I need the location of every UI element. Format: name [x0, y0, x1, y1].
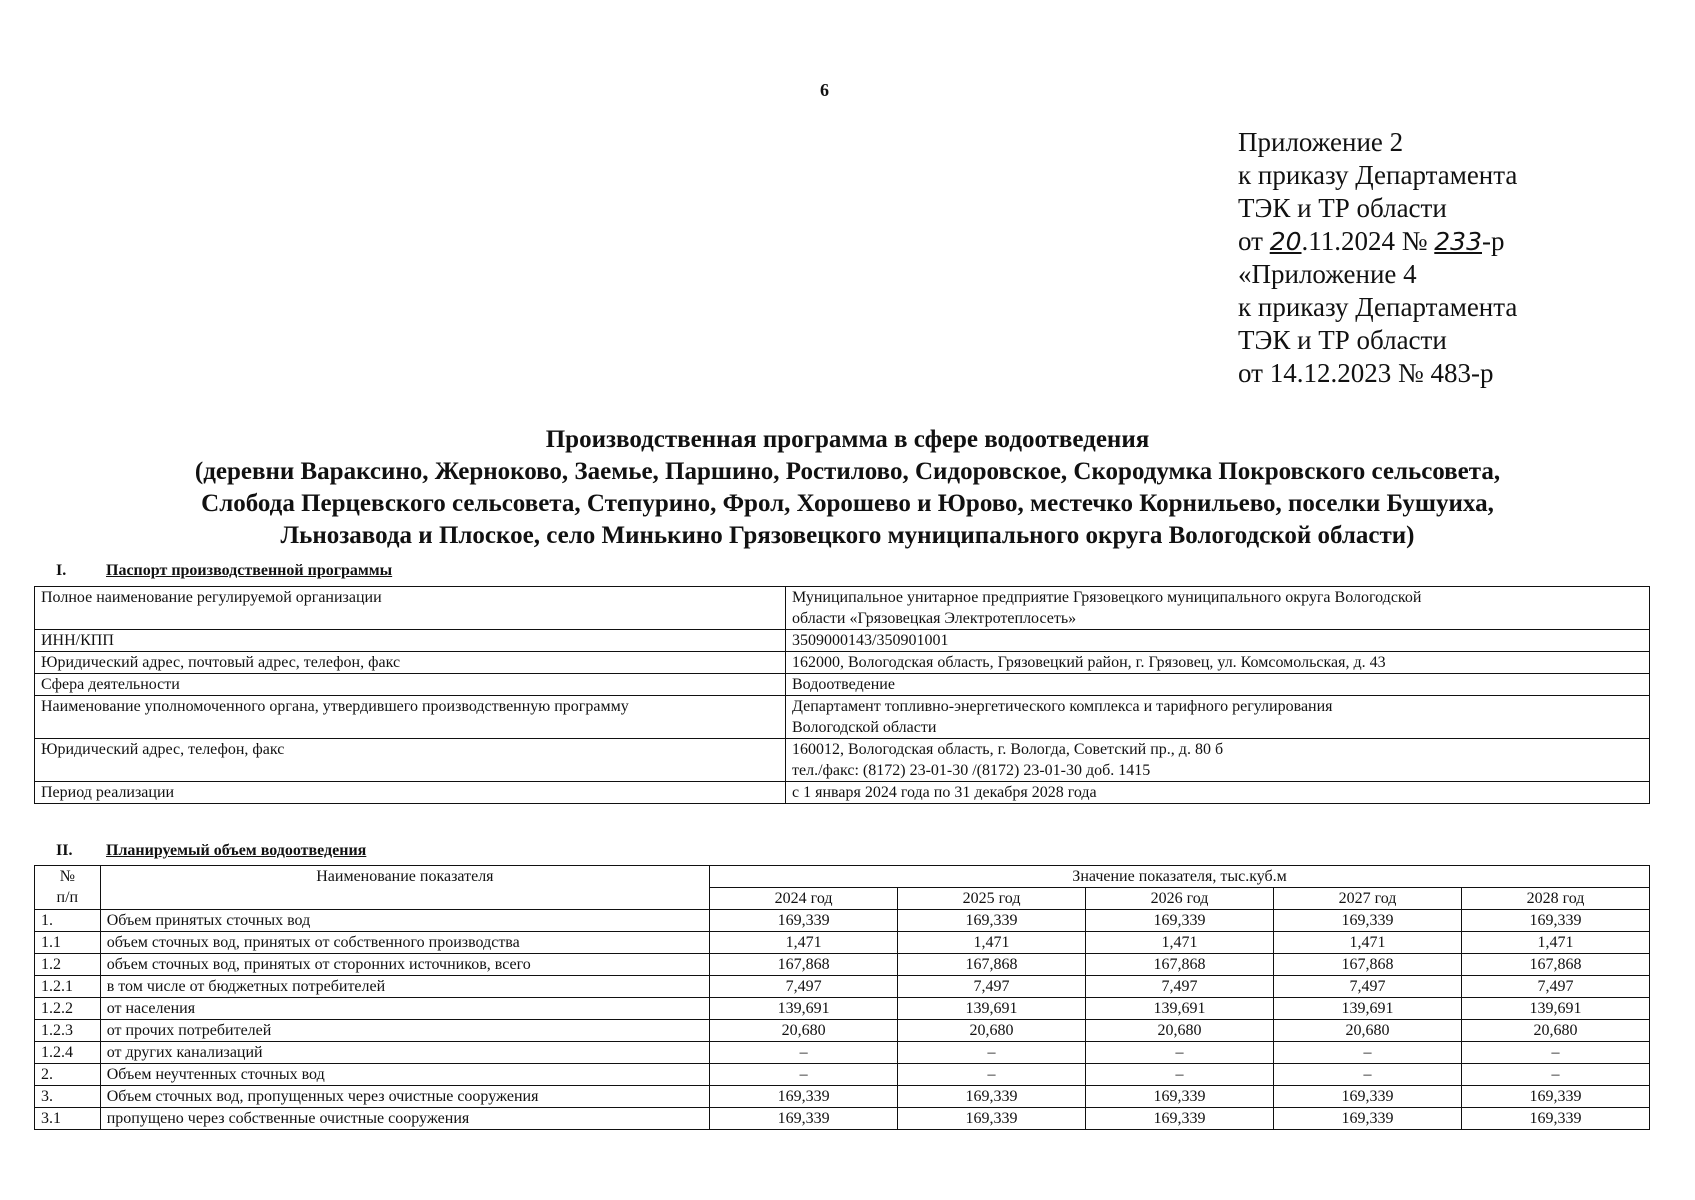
row-value: –: [1461, 1064, 1649, 1086]
appendix-line: ТЭК и ТР области: [1238, 325, 1447, 355]
row-value: 169,339: [1461, 1108, 1649, 1130]
appendix-line: Приложение 2: [1238, 127, 1404, 157]
row-value: 7,497: [1274, 976, 1462, 998]
row-number: 2.: [35, 1064, 101, 1086]
row-number: 1.1: [35, 932, 101, 954]
row-indicator-name: Объем сточных вод, пропущенных через очистные сооружения: [100, 1086, 709, 1108]
title-subtitle-line: (деревни Вараксино, Жерноково, Заемье, Паршино, Ростилово, Сидоровское, Скородумка Покровского сельсовета,: [194, 458, 1501, 485]
volume-table: [34, 865, 1650, 1130]
header-indicator-value: Значение показателя, тыс.куб.м: [710, 866, 1650, 888]
row-indicator-name: объем сточных вод, принятых от сторонних источников, всего: [100, 954, 709, 976]
table-row: [35, 910, 1650, 932]
passport-label: Сфера деятельности: [35, 674, 786, 696]
row-value: 169,339: [1461, 1086, 1649, 1108]
passport-label: Наименование уполномоченного органа, утвердившего производственную программу: [35, 696, 786, 739]
row-value: 167,868: [898, 954, 1086, 976]
row-value: 20,680: [898, 1020, 1086, 1042]
table-row: [35, 932, 1650, 954]
passport-value: [786, 652, 1650, 674]
row-value: 20,680: [1274, 1020, 1462, 1042]
row-value: 169,339: [1274, 1086, 1462, 1108]
row-value: 169,339: [1461, 910, 1649, 932]
row-value: 169,339: [1274, 1108, 1462, 1130]
header-year: 2028 год: [1461, 888, 1649, 910]
row-value: –: [1086, 1042, 1274, 1064]
row-value: 20,680: [1086, 1020, 1274, 1042]
row-value: 167,868: [1461, 954, 1649, 976]
row-indicator-name: Объем неучтенных сточных вод: [100, 1064, 709, 1086]
row-value: 169,339: [898, 910, 1086, 932]
row-number: 3.: [35, 1086, 101, 1108]
title-subtitle-line: Слобода Перцевского сельсовета, Степурино, Фрол, Хорошево и Юрово, местечко Корнильево, поселки Бушуиха,: [201, 490, 1494, 517]
row-value: –: [1274, 1042, 1462, 1064]
row-value: 169,339: [710, 1086, 898, 1108]
title-subtitle-line: Льнозавода и Плоское, село Минькино Грязовецкого муниципального округа Вологодской области): [280, 522, 1415, 549]
row-value: –: [710, 1042, 898, 1064]
header-number: [35, 866, 101, 910]
row-value: 169,339: [1274, 910, 1462, 932]
row-indicator-name: объем сточных вод, принятых от собственного производства: [100, 932, 709, 954]
section-2-heading: [56, 842, 366, 860]
header-year: 2027 год: [1274, 888, 1462, 910]
row-value: –: [1461, 1042, 1649, 1064]
appendix-line: ТЭК и ТР области: [1238, 193, 1447, 223]
row-value: 169,339: [898, 1108, 1086, 1130]
section-2-number: II.: [56, 842, 73, 859]
row-value: 169,339: [1086, 1086, 1274, 1108]
row-value: 139,691: [1461, 998, 1649, 1020]
passport-value-line: 3509000143/350901001: [792, 632, 949, 649]
row-indicator-name: от других канализаций: [100, 1042, 709, 1064]
row-value: 7,497: [1461, 976, 1649, 998]
passport-row: [35, 630, 1650, 652]
table-row: [35, 976, 1650, 998]
row-value: 167,868: [1086, 954, 1274, 976]
row-value: 139,691: [1086, 998, 1274, 1020]
passport-row: [35, 674, 1650, 696]
row-number: 1.: [35, 910, 101, 932]
row-number: 1.2: [35, 954, 101, 976]
row-value: 167,868: [1274, 954, 1462, 976]
row-value: 7,497: [710, 976, 898, 998]
row-value: 167,868: [710, 954, 898, 976]
row-value: 20,680: [1461, 1020, 1649, 1042]
appendix-line: к приказу Департамента: [1238, 292, 1518, 322]
row-value: –: [1274, 1064, 1462, 1086]
row-value: 1,471: [1274, 932, 1462, 954]
row-value: 20,680: [710, 1020, 898, 1042]
row-value: –: [1086, 1064, 1274, 1086]
handwritten-day: 20: [1269, 227, 1302, 256]
row-indicator-name: Объем принятых сточных вод: [100, 910, 709, 932]
passport-value-line: 162000, Вологодская область, Грязовецкий район, г. Грязовец, ул. Комсомольская, д. 43: [792, 654, 1386, 671]
passport-label: Период реализации: [35, 782, 786, 804]
passport-value: [786, 696, 1650, 739]
row-value: 139,691: [1274, 998, 1462, 1020]
section-1-title: Паспорт производственной программы: [106, 562, 393, 579]
section-1-number: I.: [56, 562, 67, 579]
passport-value-line: с 1 января 2024 года по 31 декабря 2028 года: [792, 784, 1097, 801]
header-number-line: №: [59, 868, 75, 885]
title-main: Производственная программа в сфере водоотведения: [545, 426, 1150, 453]
row-indicator-name: пропущено через собственные очистные сооружения: [100, 1108, 709, 1130]
volume-header-row: [35, 866, 1650, 888]
passport-label: ИНН/КПП: [35, 630, 786, 652]
passport-table: [34, 586, 1650, 804]
table-row: [35, 1108, 1650, 1130]
row-indicator-name: от прочих потребителей: [100, 1020, 709, 1042]
passport-row: [35, 587, 1650, 630]
row-value: 7,497: [898, 976, 1086, 998]
row-value: 139,691: [898, 998, 1086, 1020]
row-value: 7,497: [1086, 976, 1274, 998]
table-row: [35, 1086, 1650, 1108]
row-value: 169,339: [710, 910, 898, 932]
row-number: 1.2.3: [35, 1020, 101, 1042]
row-number: 1.2.2: [35, 998, 101, 1020]
row-value: –: [898, 1064, 1086, 1086]
appendix-line: от 14.12.2023 № 483-р: [1238, 358, 1494, 388]
passport-value: [786, 674, 1650, 696]
row-value: 1,471: [1086, 932, 1274, 954]
appendix-order-prefix: от: [1238, 226, 1270, 256]
passport-value-line: Департамент топливно-энергетического комплекса и тарифного регулирования: [792, 698, 1333, 715]
row-value: 1,471: [1461, 932, 1649, 954]
appendix-order-middle: .11.2024 №: [1301, 226, 1435, 256]
handwritten-order-number: 233: [1434, 227, 1482, 256]
row-value: 169,339: [710, 1108, 898, 1130]
passport-value-line: тел./факс: (8172) 23-01-30 /(8172) 23-01-30 доб. 1415: [792, 762, 1151, 779]
header-indicator-name: Наименование показателя: [100, 866, 709, 910]
row-value: 169,339: [1086, 1108, 1274, 1130]
row-value: –: [898, 1042, 1086, 1064]
appendix-line: «Приложение 4: [1238, 259, 1417, 289]
table-row: [35, 1064, 1650, 1086]
table-row: [35, 954, 1650, 976]
table-row: [35, 1020, 1650, 1042]
header-year: 2024 год: [710, 888, 898, 910]
passport-value-line: области «Грязовецкая Электротеплосеть»: [792, 610, 1077, 627]
page-number: 6: [820, 80, 829, 100]
passport-value: [786, 630, 1650, 652]
passport-value-line: 160012, Вологодская область, г. Вологда, Советский пр., д. 80 б: [792, 741, 1224, 758]
header-year: 2025 год: [898, 888, 1086, 910]
section-1-heading: [56, 562, 392, 580]
table-row: [35, 1042, 1650, 1064]
row-indicator-name: в том числе от бюджетных потребителей: [100, 976, 709, 998]
appendix-order-suffix: -р: [1482, 226, 1505, 256]
table-row: [35, 998, 1650, 1020]
document-title: [40, 424, 1655, 552]
passport-row: [35, 739, 1650, 782]
row-value: 169,339: [898, 1086, 1086, 1108]
passport-row: [35, 652, 1650, 674]
passport-row: [35, 696, 1650, 739]
row-value: 1,471: [898, 932, 1086, 954]
appendix-reference: [1238, 126, 1517, 390]
header-number-line: п/п: [56, 889, 79, 906]
passport-value-line: Водоотведение: [792, 676, 895, 693]
row-number: 1.2.1: [35, 976, 101, 998]
appendix-order-date-line: [1238, 225, 1517, 258]
row-number: 3.1: [35, 1108, 101, 1130]
header-year: 2026 год: [1086, 888, 1274, 910]
passport-row: [35, 782, 1650, 804]
row-value: 1,471: [710, 932, 898, 954]
passport-label: Юридический адрес, почтовый адрес, телефон, факс: [35, 652, 786, 674]
passport-value: [786, 782, 1650, 804]
passport-value: [786, 587, 1650, 630]
passport-label: Юридический адрес, телефон, факс: [35, 739, 786, 782]
row-value: –: [710, 1064, 898, 1086]
passport-value: [786, 739, 1650, 782]
row-indicator-name: от населения: [100, 998, 709, 1020]
appendix-line: к приказу Департамента: [1238, 160, 1518, 190]
passport-value-line: Вологодской области: [792, 719, 937, 736]
row-value: 169,339: [1086, 910, 1274, 932]
passport-value-line: Муниципальное унитарное предприятие Грязовецкого муниципального округа Вологодской: [792, 589, 1422, 606]
row-value: 139,691: [710, 998, 898, 1020]
passport-label: Полное наименование регулируемой организации: [35, 587, 786, 630]
section-2-title: Планируемый объем водоотведения: [106, 842, 367, 859]
row-number: 1.2.4: [35, 1042, 101, 1064]
